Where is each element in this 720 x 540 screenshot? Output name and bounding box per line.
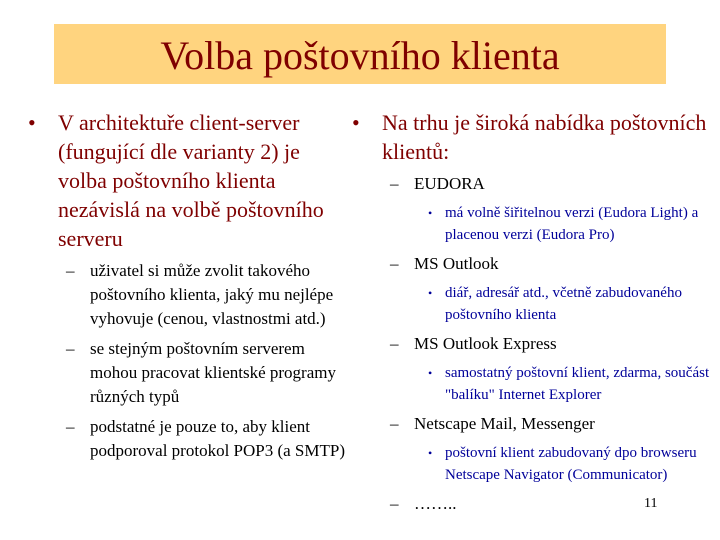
- dash-icon: –: [390, 414, 399, 433]
- dash-icon: –: [66, 261, 75, 280]
- title-band: [54, 24, 666, 84]
- client-detail-text-4: poštovní klient zabudovaný dpo browseru Netscape Navigator (Communicator): [445, 445, 697, 483]
- dash-icon: –: [390, 334, 399, 353]
- client-detail-text-3: samostatný poštovní klient, zdarma, součást "balíku" Internet Explorer: [445, 365, 710, 403]
- left-sub-text-2: se stejným poštovním serverem mohou pracovat klientské programy různých typů: [90, 339, 336, 406]
- dash-icon: –: [390, 254, 399, 273]
- client-name-2: MS Outlook: [414, 254, 499, 273]
- client-name-1: EUDORA: [414, 174, 485, 193]
- right-main-text: Na trhu je široká nabídka poštovních klientů:: [382, 110, 707, 164]
- bullet-icon: •: [428, 446, 433, 460]
- right-main-bullet: [352, 108, 720, 166]
- client-detail-4: [352, 442, 720, 486]
- client-detail-3: [352, 362, 720, 406]
- client-name-4: Netscape Mail, Messenger: [414, 414, 595, 433]
- client-item-5: [352, 492, 720, 516]
- bullet-icon: •: [428, 366, 433, 380]
- bullet-icon: •: [428, 286, 433, 300]
- right-column: [352, 108, 720, 516]
- bullet-icon: •: [352, 110, 360, 135]
- left-sub-text-3: podstatné je pouze to, aby klient podporoval protokol POP3 (a SMTP): [90, 417, 345, 460]
- bullet-icon: •: [28, 110, 36, 135]
- dash-icon: –: [390, 494, 399, 513]
- client-item-2: [352, 252, 720, 276]
- dash-icon: –: [390, 174, 399, 193]
- client-detail-text-2: diář, adresář atd., včetně zabudovaného poštovního klienta: [445, 285, 682, 323]
- client-item-4: [352, 412, 720, 436]
- left-main-bullet: [28, 108, 348, 253]
- dash-icon: –: [66, 417, 75, 436]
- client-detail-1: [352, 202, 720, 246]
- left-sub-text-1: uživatel si může zvolit takového poštovního klienta, jaký mu nejlépe vyhovuje (cenou, vlastnostmi atd.): [90, 261, 334, 328]
- dash-icon: –: [66, 339, 75, 358]
- left-sub-item-2: [28, 337, 348, 409]
- left-sub-item-1: [28, 259, 348, 331]
- left-column: [28, 108, 348, 463]
- slide-title: Volba poštovního klienta: [160, 33, 560, 78]
- left-sub-item-3: [28, 415, 348, 463]
- slide-number: 11: [644, 496, 658, 511]
- bullet-icon: •: [428, 206, 433, 220]
- client-item-3: [352, 332, 720, 356]
- client-detail-text-1: má volně šiřitelnou verzi (Eudora Light) a placenou verzi (Eudora Pro): [445, 205, 699, 243]
- left-main-text: V architektuře client-server (fungující dle varianty 2) je volba poštovního klienta nezávislá na volbě poštovního serveru: [58, 110, 324, 251]
- client-item-1: [352, 172, 720, 196]
- client-detail-2: [352, 282, 720, 326]
- client-name-3: MS Outlook Express: [414, 334, 557, 353]
- client-name-5: ……..: [414, 494, 457, 513]
